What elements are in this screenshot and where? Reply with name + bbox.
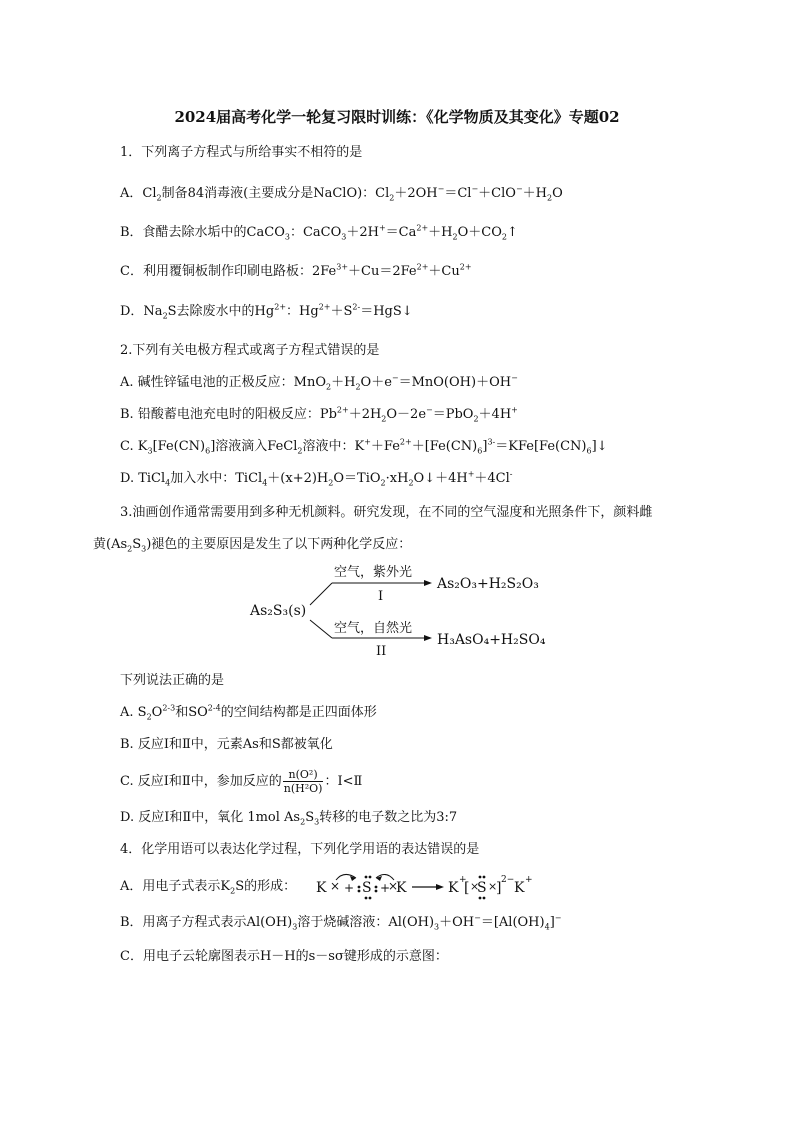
- q4-option-a: A．用电子式表示$K_2S$的形成：: [120, 879, 297, 896]
- q2-option-b: B. 铅酸蓄电池充电时的阳极反应：$Pb^{2+}+2H_2O-2e^-=PbO_2+4H^+$: [120, 405, 518, 424]
- page-title: 2024届高考化学一轮复习限时训练：《化学物质及其变化》专题02: [174, 108, 620, 126]
- svg-text:+: +: [459, 875, 467, 885]
- scheme-lower-branch: [310, 620, 332, 638]
- q3-question: 下列说法正确的是: [120, 673, 225, 688]
- svg-text:S: S: [477, 880, 487, 896]
- svg-text:+: +: [380, 881, 391, 895]
- q1-option-c: C．利用覆铜板制作印刷电路板：$2Fe^{3+}+Cu=2Fe^{2+}+Cu^{2+}$: [120, 262, 472, 279]
- svg-text:2−: 2−: [501, 875, 515, 885]
- svg-text:×: ×: [330, 879, 341, 893]
- scheme-upper-product: As₂O₃+H₂S₂O₃: [437, 576, 539, 592]
- scheme-upper-branch: [310, 583, 332, 605]
- q3-option-a: A. $S_2O^{2-3}$和SO$^{2-4}$的空间结构都是正四面体形: [120, 703, 377, 722]
- q2-option-a: A. 碱性锌锰电池的正极反应：$MnO_2+H_2O+e^-=MnO(OH)+OH^-$: [120, 373, 518, 392]
- svg-text:+: +: [344, 881, 355, 895]
- scheme-reactant: As₂S₃(s): [250, 603, 307, 619]
- svg-text:×: ×: [388, 879, 399, 893]
- q4-option-c: C．用电子云轮廓图表示H－H的s－sσ键形成的示意图：: [120, 949, 448, 964]
- scheme-upper-condition: 空气，紫外光: [334, 565, 413, 580]
- q3-option-c: C. 反应Ⅰ和Ⅱ中，参加反应的 $\frac{\text{n(O²)}}{\text{n(H²O)}}$ ：Ⅰ<Ⅱ: [120, 768, 363, 795]
- q2-stem: 2.下列有关电极方程式或离子方程式错误的是: [120, 343, 380, 358]
- q1-option-b: B．食醋去除水垢中的CaCO$_3$：$CaCO_3+2H^+=Ca^{2+}+H_2O+CO_2↑$: [120, 223, 518, 242]
- svg-text:+: +: [525, 875, 533, 885]
- q4-option-b: B．用离子方程式表示$Al(OH)_3$溶于烧碱溶液：$Al(OH)_3+OH^-=[Al(OH)_4]^-$: [120, 913, 562, 932]
- svg-text:×: ×: [488, 880, 498, 893]
- reaction-scheme: [0, 555, 794, 665]
- electron-dot-formation: [312, 868, 552, 902]
- ratio-fraction: $\frac{\text{n(O²)}}{\text{n(H²O)}}$: [283, 768, 323, 795]
- scheme-lower-label: II: [376, 644, 387, 659]
- svg-text:K: K: [448, 880, 459, 896]
- q3-stem-line1: 3.油画创作通常需要用到多种无机颜料。研究发现，在不同的空气湿度和光照条件下，颜料雌: [120, 505, 653, 520]
- q4-stem: 4．化学用语可以表达化学过程，下列化学用语的表达错误的是: [120, 842, 480, 857]
- svg-text:K: K: [316, 880, 327, 896]
- svg-text:S: S: [362, 880, 372, 896]
- scheme-lower-product: H₃AsO₄+H₂SO₄: [437, 632, 546, 648]
- svg-text:K: K: [514, 880, 525, 896]
- svg-text:×: ×: [470, 880, 480, 893]
- svg-text:[: [: [464, 880, 470, 896]
- q1-stem: 1．下列离子方程式与所给事实不相符的是: [120, 145, 363, 160]
- q2-option-d: D. TiCl$_4$加入水中：$TiCl_4+(x+2)H_2O=TiO_2\cdot xH_2O↓+4H^++4Cl^-$: [120, 469, 513, 488]
- q1-option-d: D．$Na_2S$去除废水中的$Hg^{2+}$：$Hg^{2+}+S^{2-}=HgS↓$: [120, 302, 413, 321]
- scheme-upper-arrowhead: [424, 580, 432, 586]
- q1-option-a: A．$Cl_2$制备84消毒液(主要成分是NaClO)：$Cl_2+2OH^-=Cl^-+ClO^-+H_2O$: [120, 184, 563, 203]
- scheme-upper-label: I: [378, 589, 384, 604]
- scheme-lower-arrowhead: [424, 635, 432, 641]
- svg-text:K: K: [396, 880, 407, 896]
- svg-text:]: ]: [496, 880, 502, 896]
- q2-option-c: C. $K_3[Fe(CN)_6]$溶液滴入FeCl$_2$溶液中：$K^++Fe^{2+}+[Fe(CN)_6]^{3-}=KFe[Fe(CN)_6]↓$: [120, 437, 608, 456]
- scheme-lower-condition: 空气，自然光: [334, 621, 413, 636]
- q3-option-d: D. 反应Ⅰ和Ⅱ中，氧化 1mol $As_2S_3$转移的电子数之比为3:7: [120, 810, 458, 827]
- q3-option-b: B. 反应Ⅰ和Ⅱ中，元素As和S都被氧化: [120, 737, 333, 752]
- q3-stem-line2: 黄$(As_2S_3)$褪色的主要原因是发生了以下两种化学反应：: [93, 537, 412, 554]
